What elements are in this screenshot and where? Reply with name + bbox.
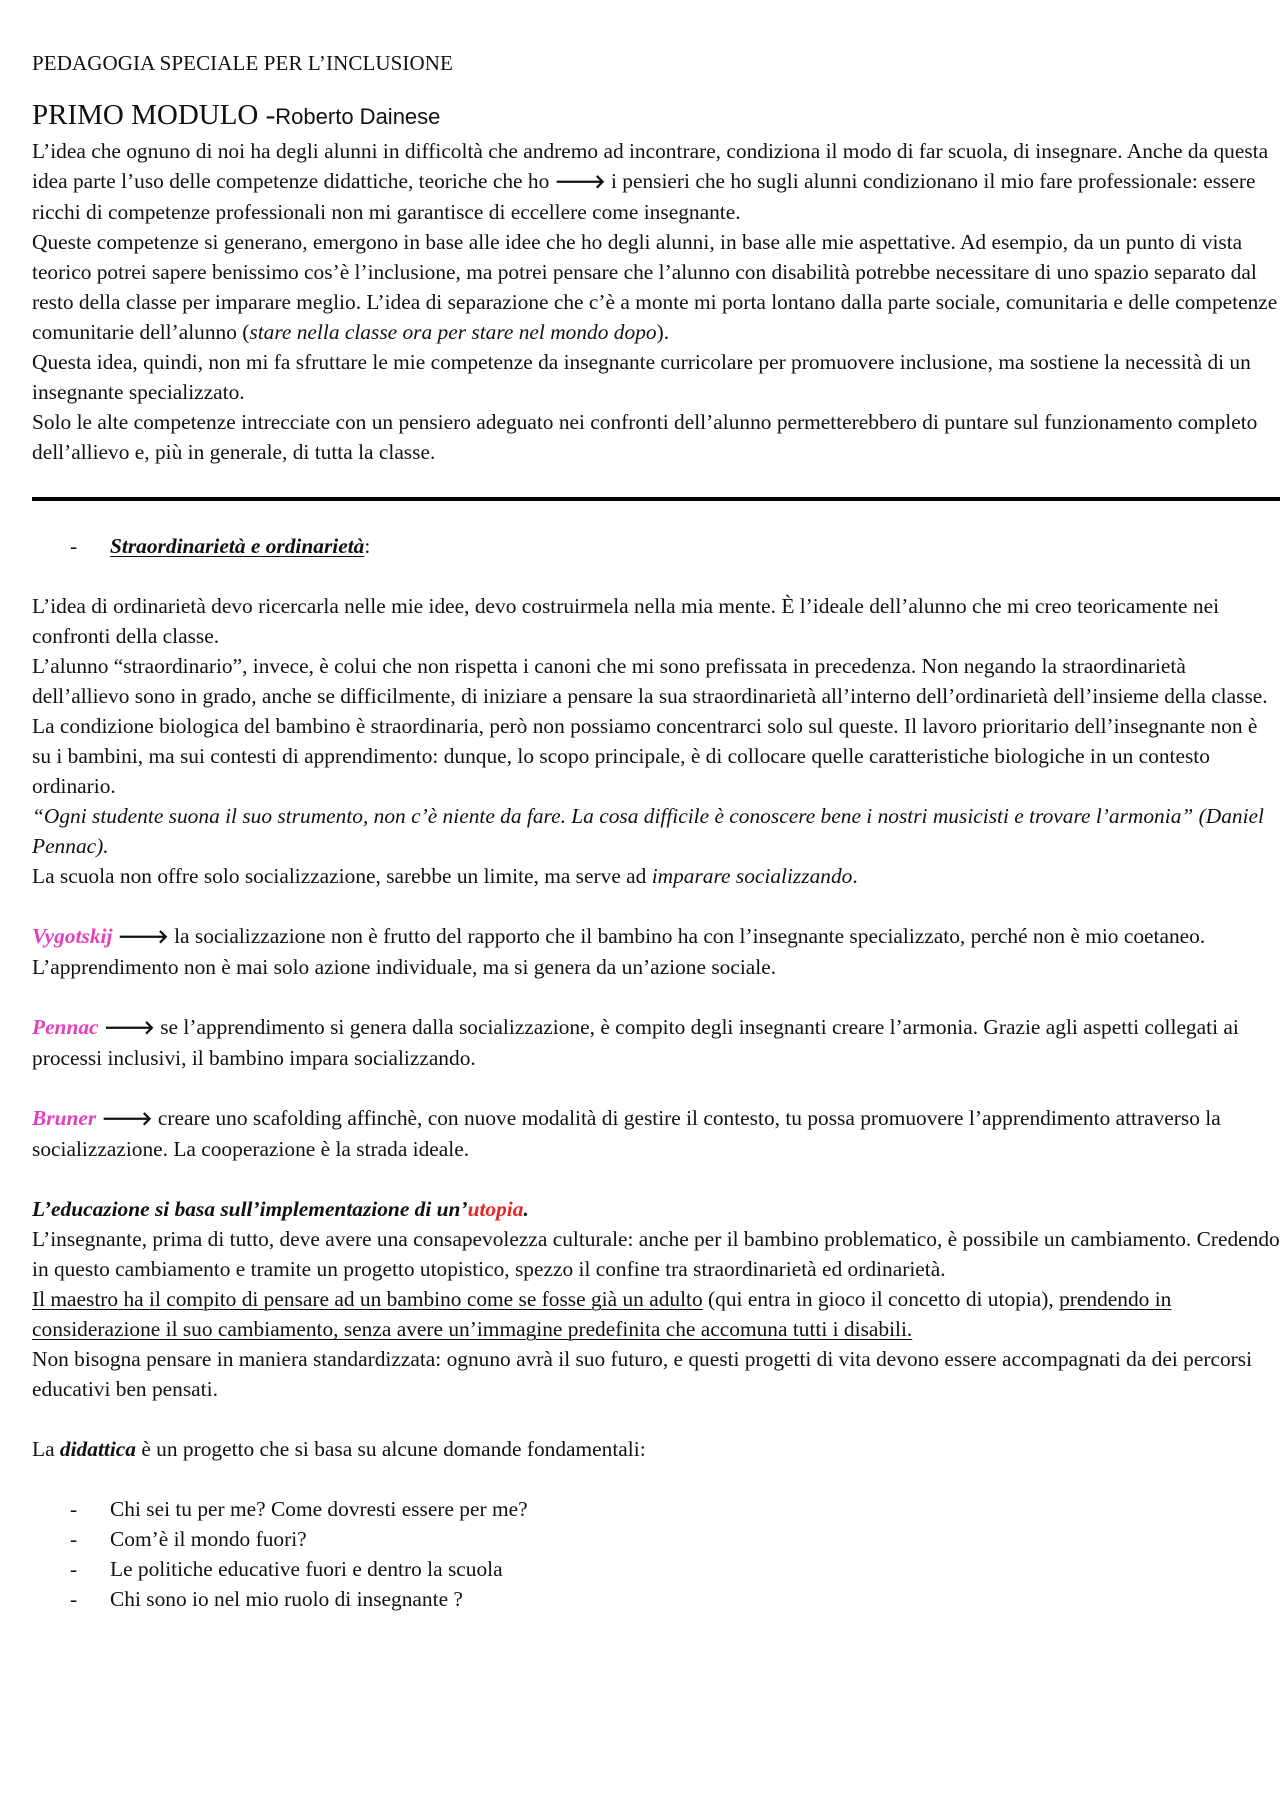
author-entry-bruner: Bruner 🡒 creare uno scafolding affinchè, con nuove modalità di gestire il contesto, tu possa promuovere l’apprendimento attraverso la socializzazione. La cooperazione è la strada ideale.: [32, 1106, 1221, 1161]
list-item: - Com’è il mondo fuori?: [70, 1527, 307, 1551]
arrow-right-icon: 🡒: [554, 171, 606, 193]
author-entry-vygotskij: Vygotskij 🡒 la socializzazione non è frutto del rapporto che il bambino ha con l’insegnante specializzato, perché non è mio coetaneo. L’apprendimento non è mai solo azione individuale, ma si genera da un’azione sociale.: [32, 924, 1206, 979]
utopia-paragraph-2: Il maestro ha il compito di pensare ad un bambino come se fosse già un adulto (qui entra in gioco il concetto di utopia), prendendo in considerazione il suo cambiamento, senza avere un’immagine predefinita che accomuna tutti i disabili.: [32, 1287, 1172, 1341]
section-paragraph-2: L’alunno “straordinario”, invece, è colui che non rispetta i canoni che mi sono prefissata in precedenza. Non negando la straordinarietà dell’allievo sono in grado, anche se difficilmente, di iniziare a pensare la sua straordinarietà all’interno dell’ordinarietà dell’insieme della classe. La condizione biologica del bambino è straordinaria, però non possiamo concentrarci solo sul queste. Il lavoro prioritario dell’insegnante non è su i bambini, ma sui contesti di apprendimento: dunque, lo scopo principale, è di collocare quelle caratteristiche biologiche in un contesto ordinario.: [32, 654, 1268, 798]
list-item: - Le politiche educative fuori e dentro la scuola: [70, 1557, 503, 1581]
document-header-title: PEDAGOGIA SPECIALE PER L’INCLUSIONE: [32, 51, 453, 75]
author-name: Pennac: [32, 1015, 99, 1039]
bullet-dash: -: [70, 534, 78, 558]
list-item: - Chi sei tu per me? Come dovresti essere per me?: [70, 1497, 528, 1521]
author-name: Bruner: [32, 1106, 97, 1130]
intro-paragraph-3: Questa idea, quindi, non mi fa sfruttare le mie competenze da insegnante curricolare per promuovere inclusione, ma sostiene la necessità di un insegnante specializzato.: [32, 350, 1251, 404]
utopia-heading: L’educazione si basa sull’implementazione di un’utopia.: [32, 1197, 529, 1221]
module-title: [32, 96, 1280, 136]
list-item: - Chi sono io nel mio ruolo di insegnante ?: [70, 1587, 463, 1611]
author-name: Vygotskij: [32, 924, 113, 948]
arrow-right-icon: 🡒: [101, 1108, 153, 1130]
intro-paragraph-2: Queste competenze si generano, emergono in base alle idee che ho degli alunni, in base alle mie aspettative. Ad esempio, da un punto di vista teorico potrei sapere benissimo cos’è l’inclusione, ma potrei pensare che l’alunno con disabilità potrebbe necessitare di uno spazio separato dal resto della classe per imparare meglio. L’idea di separazione che c’è a monte mi porta lontano dalla parte sociale, comunitaria e delle competenze comunitarie dell’alunno (stare nella classe ora per stare nel mondo dopo).: [32, 230, 1278, 344]
didattica-intro: La didattica è un progetto che si basa su alcune domande fondamentali:: [32, 1437, 646, 1461]
utopia-paragraph-3: Non bisogna pensare in maniera standardizzata: ognuno avrà il suo futuro, e questi progetti di vita devono essere accompagnati da dei percorsi educativi ben pensati.: [32, 1347, 1253, 1401]
module-author: Roberto Dainese: [275, 104, 441, 129]
author-entry-pennac: Pennac 🡒 se l’apprendimento si genera dalla socializzazione, è compito degli insegnanti creare l’armonia. Grazie agli aspetti collegati ai processi inclusivi, il bambino impara socializzando.: [32, 1015, 1239, 1070]
arrow-right-icon: 🡒: [103, 1017, 155, 1039]
section-paragraph-1: L’idea di ordinarietà devo ricercarla nelle mie idee, devo costruirmela nella mia mente. È l’ideale dell’alunno che mi creo teoricamente nei confronti della classe.: [32, 594, 1220, 648]
pennac-quote: “Ogni studente suona il suo strumento, non c’è niente da fare. La cosa difficile è conoscere bene i nostri musicisti e trovare l’armonia” (Daniel Pennac).: [32, 804, 1264, 858]
section-paragraph-3: La scuola non offre solo socializzazione, sarebbe un limite, ma serve ad imparare socializzando.: [32, 864, 858, 888]
utopia-paragraph-1: L’insegnante, prima di tutto, deve avere una consapevolezza culturale: anche per il bambino problematico, è possibile un cambiamento. Credendo in questo cambiamento e tramite un progetto utopistico, spezzo il confine tra straordinarietà ed ordinarietà.: [32, 1227, 1280, 1281]
intro-paragraph-4: Solo le alte competenze intrecciate con un pensiero adeguato nei confronti dell’alunno permetterebbero di puntare sul funzionamento completo dell’allievo e, più in generale, di tutta la classe.: [32, 410, 1258, 464]
module-title-text: PRIMO MODULO -: [32, 99, 276, 131]
document-page: [32, 48, 1280, 1614]
section-heading: Straordinarietà e ordinarietà: [110, 534, 365, 558]
intro-paragraph-1: L’idea che ognuno di noi ha degli alunni in difficoltà che andremo ad incontrare, condiziona il modo di far scuola, di insegnare. Anche da questa idea parte l’uso delle competenze didattiche, teoriche che ho 🡒 i pensieri che ho sugli alunni condizionano il mio fare professionale: essere ricchi di competenze professionali non mi garantisce di eccellere come insegnante.: [32, 139, 1269, 224]
arrow-right-icon: 🡒: [117, 926, 169, 948]
section-heading-bullet: - Straordinarietà e ordinarietà:: [32, 531, 1280, 561]
